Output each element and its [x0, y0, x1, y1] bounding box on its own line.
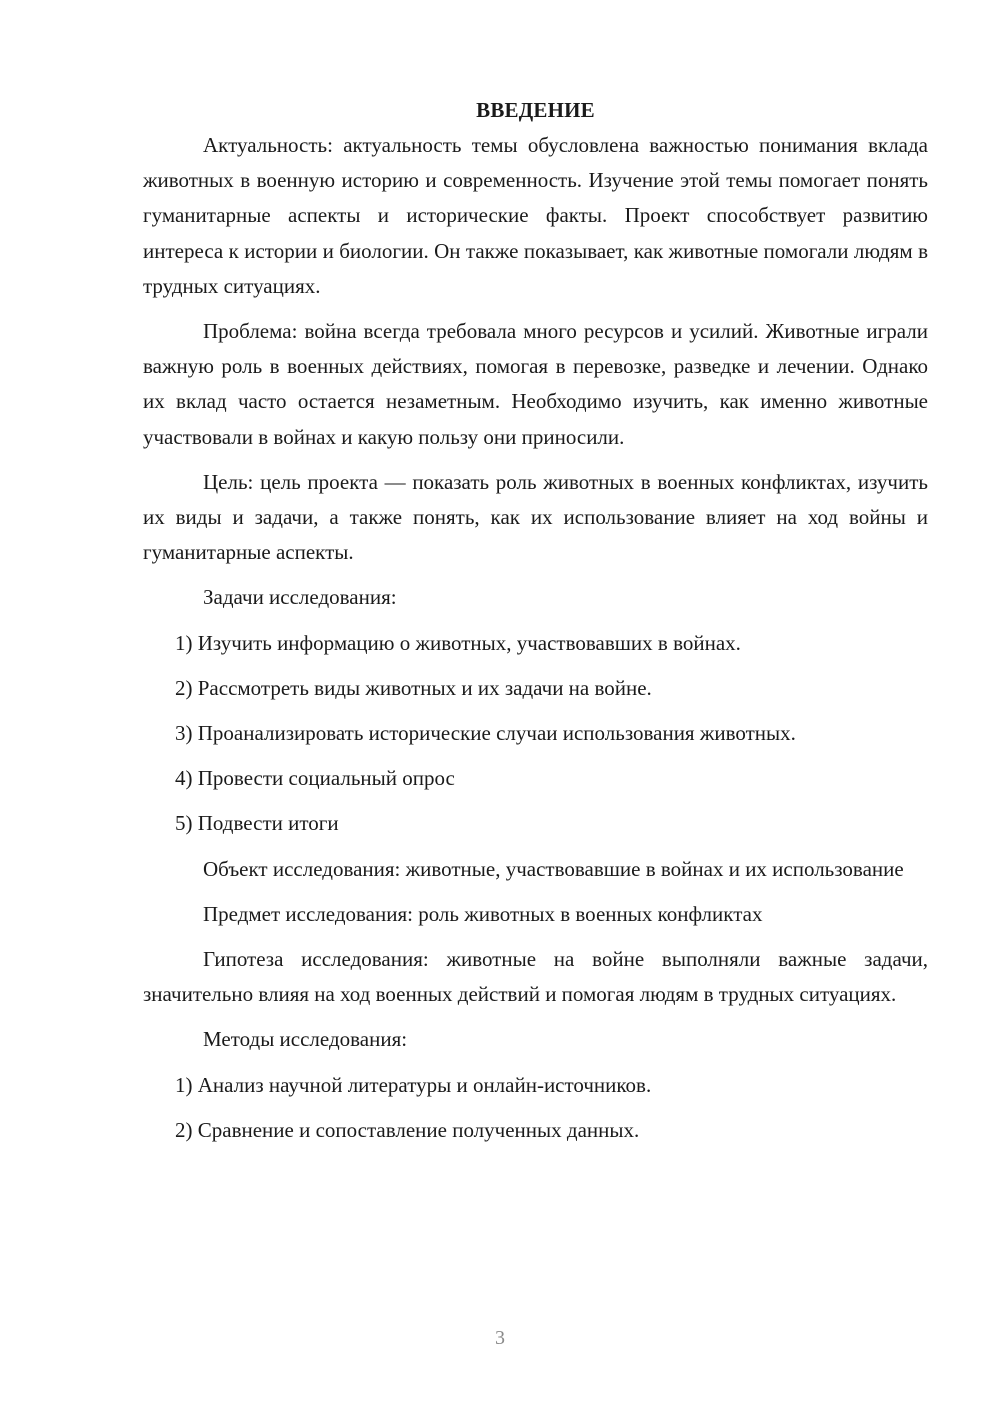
task-item-2: 2) Рассмотреть виды животных и их задачи на войне.: [175, 675, 652, 700]
object-paragraph: Объект исследования: животные, участвовавшие в войнах и их использование: [203, 856, 904, 881]
problem-paragraph: Проблема: война всегда требовала много ресурсов и усилий. Животные играли важную роль в военных действиях, помогая в перевозке, разведке и лечении. Однако их вклад часто остается незаметным. Необходимо изучить, как именно животные участвовали в войнах и какую пользу они приносили.: [143, 319, 928, 449]
hypothesis-paragraph: Гипотеза исследования: животные на войне выполняли важные задачи, значительно влияя на ход военных действий и помогая людям в трудных ситуациях.: [143, 947, 928, 1007]
subject-paragraph: Предмет исследования: роль животных в военных конфликтах: [203, 901, 763, 926]
document-page: [143, 93, 928, 1158]
task-item-3: 3) Проанализировать исторические случаи использования животных.: [175, 721, 796, 746]
page-number: 3: [495, 1327, 505, 1349]
task-item-1: 1) Изучить информацию о животных, участвовавших в войнах.: [175, 630, 741, 655]
section-title: ВВЕДЕНИЕ: [476, 98, 595, 122]
tasks-heading: Задачи исследования:: [203, 585, 397, 610]
methods-heading: Методы исследования:: [203, 1027, 408, 1052]
goal-paragraph: Цель: цель проекта — показать роль животных в военных конфликтах, изучить их виды и задачи, а также понять, как их использование влияет на ход войны и гуманитарные аспекты.: [143, 469, 928, 565]
method-item-2: 2) Сравнение и сопоставление полученных данных.: [175, 1117, 640, 1142]
task-item-4: 4) Провести социальный опрос: [175, 766, 455, 791]
task-item-5: 5) Подвести итоги: [175, 811, 339, 836]
method-item-1: 1) Анализ научной литературы и онлайн-источников.: [175, 1072, 652, 1097]
relevance-paragraph: Актуальность: актуальность темы обусловлена важностью понимания вклада животных в военную историю и современность. Изучение этой темы помогает понять гуманитарные аспекты и исторические факты. Проект способствует развитию интереса к истории и биологии. Он также показывает, как животные помогали людям в трудных ситуациях.: [143, 133, 928, 298]
